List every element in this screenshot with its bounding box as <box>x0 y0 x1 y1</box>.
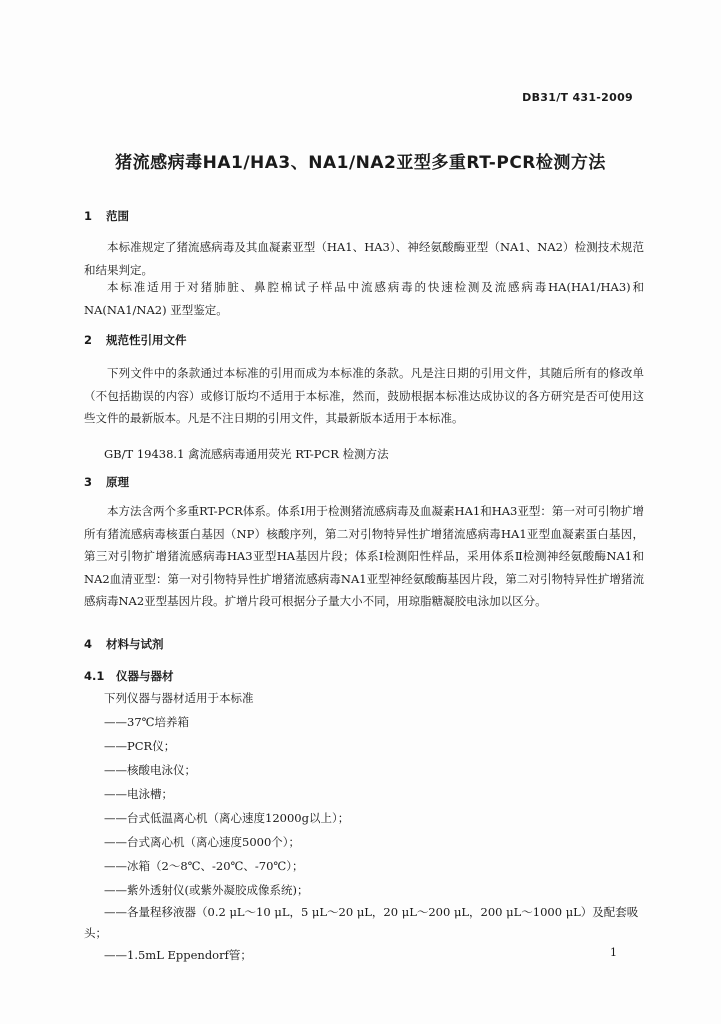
instrument-item: ——核酸电泳仪； <box>104 763 196 777</box>
instrument-item: ——台式低温离心机（离心速度12000g以上）； <box>104 811 350 825</box>
section-title: 规范性引用文件 <box>106 333 187 347</box>
instrument-item: ——1.5mL Eppendorf管； <box>104 948 252 962</box>
section-heading-materials-reagents <box>84 636 164 652</box>
instrument-item: ——紫外透射仪(或紫外凝胶成像系统)； <box>104 883 309 897</box>
section-title: 原理 <box>106 475 129 489</box>
section-number: 2 <box>84 333 93 347</box>
instrument-item: ——37℃培养箱 <box>104 715 189 729</box>
subsection-heading-instruments <box>84 668 174 684</box>
section-heading-scope <box>84 208 129 224</box>
instrument-item: ——各量程移液器（0.2 μL～10 μL，5 μL～20 μL，20 μL～200 μL，200 μL～1000 μL）及配套吸头； <box>84 905 639 940</box>
principle-paragraph: 本方法含两个多重RT-PCR体系。体系Ⅰ用于检测猪流感病毒及血凝素HA1和HA3亚型：第一对可引物扩增所有猪流感病毒核蛋白基因（NP）核酸序列，第二对引物特异性扩增猪流感病毒HA1亚型血凝素蛋白基因，第三对引物扩增猪流感病毒HA3亚型HA基因片段；体系Ⅰ检测阳性样品，采用体系Ⅱ检测神经氨酸酶NA1和NA2血清亚型：第一对引物特异性扩增猪流感病毒NA1亚型神经氨酸酶基因片段，第二对引物特异性扩增猪流感病毒NA2亚型基因片段。扩增片段可根据分子量大小不同，用琼脂糖凝胶电泳加以区分。 <box>84 504 644 608</box>
instrument-item: ——电泳槽； <box>104 787 173 801</box>
references-paragraph: 下列文件中的条款通过本标准的引用而成为本标准的条款。凡是注日期的引用文件，其随后所有的修改单（不包括勘误的内容）或修订版均不适用于本标准，然而，鼓励根据本标准达成协议的各方研究是否可使用这些文件的最新版本。凡是不注日期的引用文件，其最新版本适用于本标准。 <box>84 366 644 425</box>
instrument-item: ——冰箱（2～8℃、-20℃、-70℃）； <box>104 859 304 873</box>
section-number: 3 <box>84 475 93 489</box>
section-number: 4 <box>84 637 93 651</box>
subsection-number: 4.1 <box>84 669 105 683</box>
instrument-item: ——台式离心机（离心速度5000个）； <box>104 835 301 849</box>
reference-item: GB/T 19438.1 禽流感病毒通用荧光 RT-PCR 检测方法 <box>104 447 389 461</box>
section-number: 1 <box>84 209 93 223</box>
scope-paragraph-2: 本标准适用于对猪肺脏、鼻腔棉试子样品中流感病毒的快速检测及流感病毒HA(HA1/HA3)和NA(NA1/NA2) 亚型鉴定。 <box>84 280 644 317</box>
section-title: 材料与试剂 <box>106 637 164 651</box>
document-title: 猪流感病毒HA1/HA3、NA1/NA2亚型多重RT-PCR检测方法 <box>115 153 606 173</box>
scope-paragraph-1: 本标准规定了猪流感病毒及其血凝素亚型（HA1、HA3）、神经氨酸酶亚型（NA1、NA2）检测技术规范和结果判定。 <box>84 240 644 277</box>
instrument-item: ——PCR仪； <box>104 739 176 753</box>
instruments-intro: 下列仪器与器材适用于本标准 <box>104 691 254 705</box>
section-heading-normative-references <box>84 332 187 348</box>
subsection-title: 仪器与器材 <box>116 669 174 683</box>
page-number: 1 <box>610 946 617 959</box>
document-code: DB31/T 431-2009 <box>522 91 633 104</box>
section-heading-principle <box>84 474 129 490</box>
section-title: 范围 <box>106 209 129 223</box>
